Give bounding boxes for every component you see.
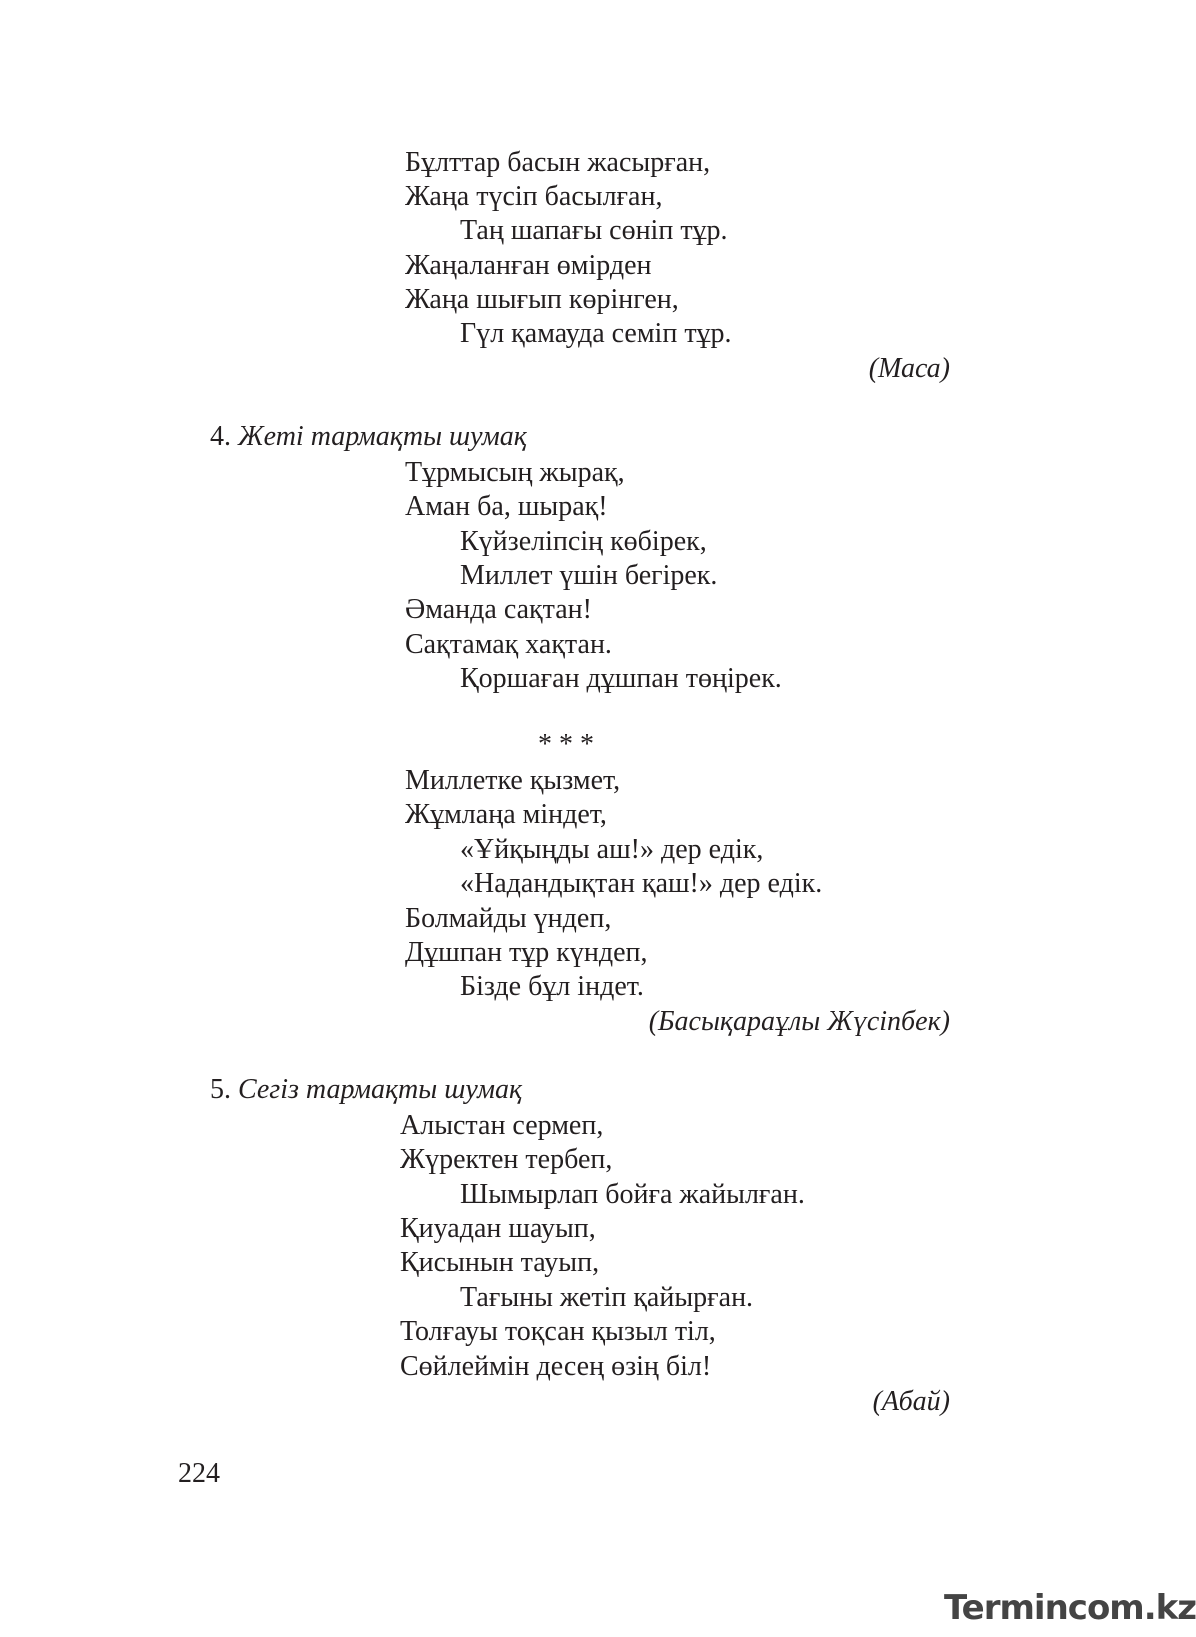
section-heading: [210, 1073, 522, 1107]
page-number: 224: [178, 1458, 220, 1489]
poem-line: Аман ба, шырақ!: [405, 491, 608, 522]
poem-line: Дұшпан тұр күндеп,: [405, 937, 648, 968]
watermark-logo: [944, 1585, 1196, 1631]
section-number: 4.: [210, 421, 231, 452]
poem-line: Миллетке қызмет,: [405, 765, 621, 796]
poem-line: Әманда сақтан!: [405, 594, 592, 625]
poem-line: Бұлттар басын жасырған,: [405, 147, 711, 178]
poem-line: Жаңа түсіп басылған,: [405, 181, 663, 212]
poem-line: Тағыны жетіп қайырған.: [460, 1282, 754, 1313]
attribution: (Басықараұлы Жүсіпбек): [648, 1006, 950, 1037]
poem-line: «Ұйқыңды аш!» дер едік,: [460, 834, 764, 865]
poem-line: Жұмлаңа міндет,: [405, 799, 607, 830]
poem-line: Миллет үшін бегірек.: [460, 560, 718, 591]
section-title: Жеті тармақты шумақ: [238, 421, 527, 452]
poem-line: Тұрмысың жырақ,: [405, 457, 625, 488]
poem-line: Жаңа шығып көрінген,: [405, 284, 679, 315]
poem-line: Бізде бұл індет.: [460, 971, 644, 1002]
poem-line: Жаңаланған өмірден: [405, 250, 652, 281]
poem-line: Болмайды үндеп,: [405, 903, 612, 934]
poem-line: «Надандықтан қаш!» дер едік.: [460, 868, 823, 899]
poem-line: Қоршаған дұшпан төңірек.: [460, 663, 782, 694]
poem-line: Таң шапағы сөніп тұр.: [460, 215, 728, 246]
poem-line: Гүл қамауда семіп тұр.: [460, 318, 732, 349]
section-number: 5.: [210, 1074, 231, 1105]
section-title: Сегіз тармақты шумақ: [238, 1074, 523, 1105]
attribution: (Маса): [868, 353, 950, 384]
poem-line: Сақтамақ хақтан.: [405, 629, 612, 660]
poem-line: Қиуадан шауып,: [400, 1213, 596, 1244]
poem-line: Толғауы тоқсан қызыл тіл,: [400, 1316, 716, 1347]
poem-line: Сөйлеймін десең өзің біл!: [400, 1351, 712, 1382]
poem-line: Қисынын тауып,: [400, 1247, 600, 1278]
separator: * * *: [538, 729, 594, 760]
poem-line: Шымырлап бойға жайылған.: [460, 1179, 805, 1210]
watermark-text: Termincom.kz: [944, 1588, 1196, 1628]
poem-line: Алыстан сермеп,: [400, 1110, 604, 1141]
attribution: (Абай): [872, 1386, 950, 1417]
poem-line: Күйзеліпсің көбірек,: [460, 526, 707, 557]
section-heading: [210, 420, 527, 454]
poem-line: Жүректен тербеп,: [400, 1144, 613, 1175]
